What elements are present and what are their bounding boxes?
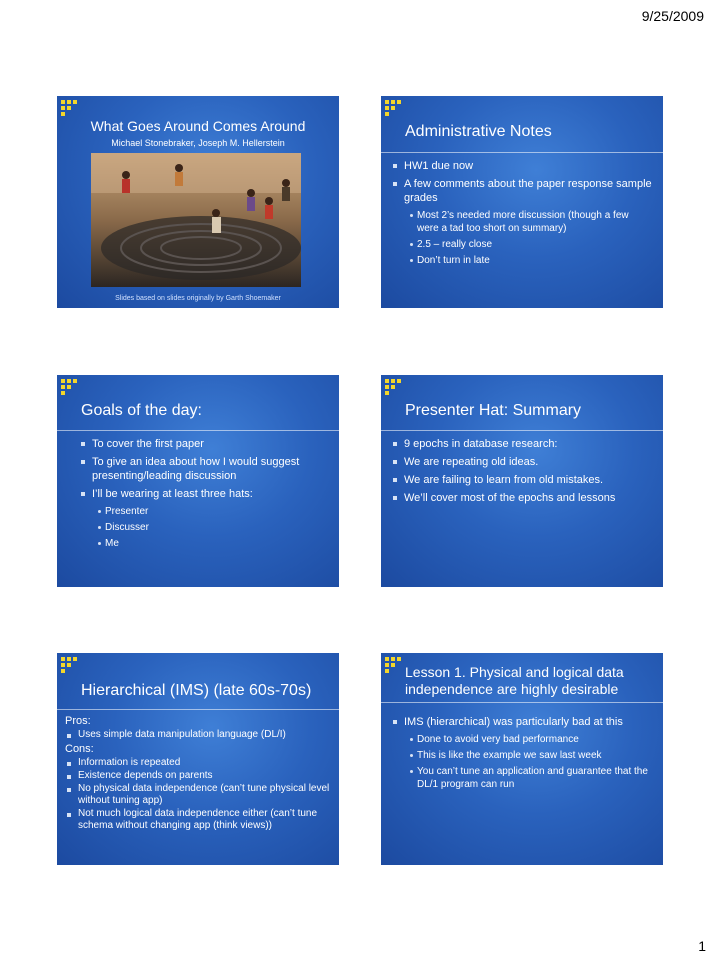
bullet-item: We are repeating old ideas. — [391, 455, 653, 469]
title-divider — [381, 702, 663, 703]
title-divider — [381, 152, 663, 153]
bullet-logo-icon — [385, 379, 400, 394]
bullet-item: HW1 due now — [391, 159, 653, 173]
slide-2 — [381, 96, 663, 308]
bullet-item: We are failing to learn from old mistakes. — [391, 473, 653, 487]
slide-body — [391, 715, 653, 794]
slide-title: Lesson 1. Physical and logical data independence are highly desirable — [405, 664, 624, 697]
print-date: 9/25/2009 — [641, 8, 704, 24]
slide-6 — [381, 653, 663, 865]
bullet-item: No physical data independence (can’t tune physical level without tuning app) — [65, 783, 331, 807]
bullet-logo-icon — [61, 657, 76, 672]
slide-body — [65, 714, 331, 833]
bullet-item: We’ll cover most of the epochs and lessons — [391, 491, 653, 505]
title-divider — [57, 709, 339, 710]
sub-bullet-item: Presenter — [79, 505, 329, 518]
bullet-item: Information is repeated — [65, 757, 331, 769]
sub-bullet-item: Done to avoid very bad performance — [391, 733, 653, 746]
slide-credit: Slides based on slides originally by Garth Shoemaker — [115, 295, 281, 302]
slide-body — [79, 437, 329, 553]
slide-1 — [57, 96, 339, 308]
sub-bullet-item: This is like the example we saw last week — [391, 749, 653, 762]
bullet-item: IMS (hierarchical) was particularly bad at this — [391, 715, 653, 729]
bullet-item: Not much logical data independence either (can’t tune schema without changing app (think views)) — [65, 808, 331, 832]
sub-bullet-item: Don’t turn in late — [391, 254, 653, 267]
sub-bullet-item: Discusser — [79, 521, 329, 534]
slide-4 — [381, 375, 663, 587]
bullet-logo-icon — [61, 100, 76, 115]
bullet-item: A few comments about the paper response sample grades — [391, 177, 653, 205]
children-playing-photo — [91, 153, 301, 287]
slide-title: What Goes Around Comes Around — [90, 118, 306, 134]
bullet-item: Existence depends on parents — [65, 770, 331, 782]
sub-bullet-item: You can’t tune an application and guarantee that the DL/1 program can run — [391, 765, 653, 791]
sub-bullet-item: Most 2’s needed more discussion (though a few were a tad too short on summary) — [391, 209, 653, 235]
bullet-item: To cover the first paper — [79, 437, 329, 451]
slide-subtitle: Michael Stonebraker, Joseph M. Hellerstein — [111, 138, 285, 148]
sub-bullet-item: 2.5 – really close — [391, 238, 653, 251]
bullet-logo-icon — [385, 100, 400, 115]
bullet-logo-icon — [385, 657, 400, 672]
slide-5 — [57, 653, 339, 865]
cons-heading: Cons: — [65, 743, 94, 755]
bullet-logo-icon — [61, 379, 76, 394]
pros-heading: Pros: — [65, 715, 91, 727]
title-divider — [381, 430, 663, 431]
bullet-item: To give an idea about how I would suggest presenting/leading discussion — [79, 455, 329, 483]
slide-body — [391, 437, 653, 509]
sub-bullet-item: Me — [79, 537, 329, 550]
slide-title: Goals of the day: — [81, 402, 202, 419]
bullet-item: Uses simple data manipulation language (DL/I) — [65, 729, 331, 741]
slide-title: Administrative Notes — [405, 123, 552, 140]
slide-body — [391, 159, 653, 270]
slide-3 — [57, 375, 339, 587]
slide-title: Presenter Hat: Summary — [405, 402, 582, 419]
bullet-item: I’ll be wearing at least three hats: — [79, 487, 329, 501]
title-divider — [57, 430, 339, 431]
bullet-item: 9 epochs in database research: — [391, 437, 653, 451]
page-number: 1 — [698, 938, 706, 954]
slide-title: Hierarchical (IMS) (late 60s-70s) — [81, 682, 312, 699]
